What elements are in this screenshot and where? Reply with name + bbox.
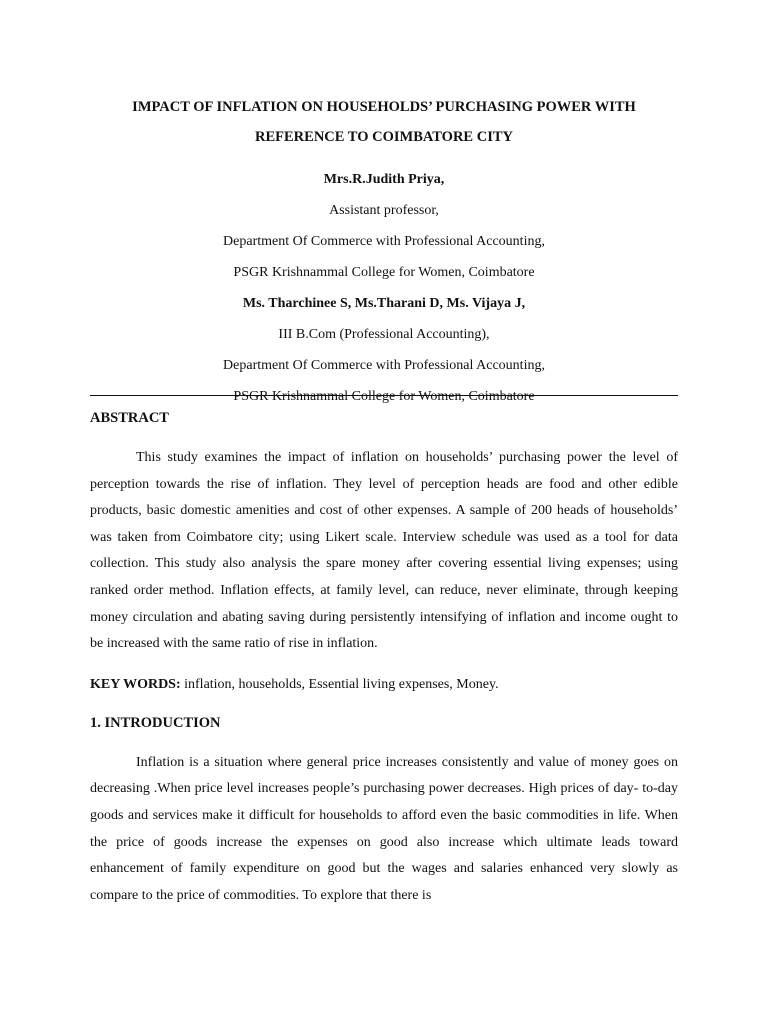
author2-course: III B.Com (Professional Accounting), xyxy=(278,327,490,342)
author2-names: Ms. Tharchinee S, Ms.Tharani D, Ms. Vijaya J, xyxy=(242,296,526,311)
author1-role: Assistant professor, xyxy=(329,203,439,218)
introduction-paragraph: Inflation is a situation where general price increases consistently and value of money goes on decreasing .When price level increases people’s purchasing power decreases. High prices of day- to-day goods and services make it difficult for households to afford even the basic commodities in life. When the price of goods increase the expenses on good also increase which ultimate leads toward enhancement of family expenditure on good but the wages and salaries enhanced very slowly as compare to the price of commodities. To explore that there is xyxy=(90,754,678,903)
author1-college: PSGR Krishnammal College for Women, Coimbatore xyxy=(233,265,535,280)
author1-name: Mrs.R.Judith Priya, xyxy=(323,172,445,187)
abstract-heading: ABSTRACT xyxy=(90,410,169,426)
keywords-text: inflation, households, Essential living expenses, Money. xyxy=(180,676,499,692)
keywords-label: KEY WORDS: xyxy=(90,676,181,692)
paper-header xyxy=(90,92,678,412)
header-divider xyxy=(90,395,678,396)
paper-title-line-2: REFERENCE TO COIMBATORE CITY xyxy=(255,129,513,145)
keywords-line xyxy=(90,670,678,700)
abstract-paragraph: This study examines the impact of inflation on households’ purchasing power the level of perception towards the rise of inflation. They level of perception heads are food and other edible products, basic domestic amenities and cost of other expenses. A sample of 200 heads of households’ was taken from Coimbatore city; using Likert scale. Interview schedule was used as a tool for data collection. This study also analysis the spare money after covering essential living expenses; using ranked order method. Inflation effects, at family level, can reduce, never eliminate, through keeping money circulation and abating saving during persistently intensifying of inflation and income ought to be increased with the same ratio of rise in inflation. xyxy=(90,450,678,652)
introduction-heading: 1. INTRODUCTION xyxy=(90,714,221,731)
author1-department: Department Of Commerce with Professional Accounting, xyxy=(223,234,545,249)
paper-title-line-1: IMPACT OF INFLATION ON HOUSEHOLDS’ PURCHASING POWER WITH xyxy=(132,99,636,115)
author2-department: Department Of Commerce with Professional Accounting, xyxy=(223,358,545,373)
author2-college: PSGR Krishnammal College for Women, Coimbatore xyxy=(233,389,535,404)
paper-body xyxy=(90,403,678,909)
